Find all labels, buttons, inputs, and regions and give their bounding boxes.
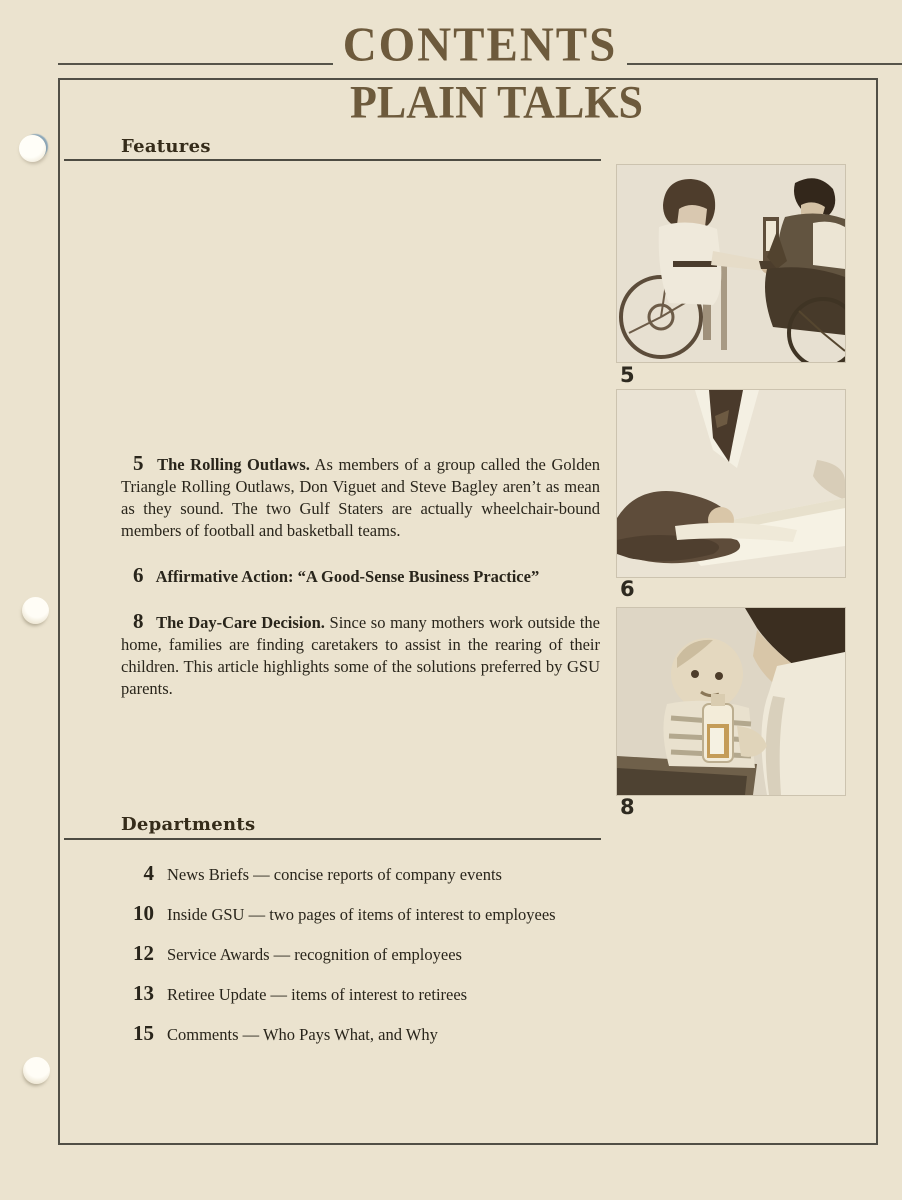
photo-caption-8: 8 [620,795,635,819]
feature-description: Since so many mothers work outside the home, families are finding caretakers to assist in the rearing of their children. This article highlights some of the solutions preferred by GSU parents. [121,613,601,698]
department-text: Comments — Who Pays What, and Why [167,1025,438,1044]
features-rule [64,159,601,161]
feature-item-rolling-outlaws [121,452,600,542]
feature-title: Affirmative Action: “A Good-Sense Business Practice” [155,567,540,586]
feature-title: The Rolling Outlaws. [157,455,310,474]
photo-baby-bottle [617,608,845,795]
department-item-comments [112,1021,594,1046]
department-item-service-awards [112,941,594,966]
department-page-number: 10 [133,901,154,925]
photo-caption-6: 6 [620,577,635,601]
binder-hole-middle [22,597,49,624]
photo-hand-document-image [617,390,845,577]
contents-title: CONTENTS [342,17,618,73]
masthead [58,17,902,73]
photo-baby-bottle-image [617,608,845,795]
department-page-number: 15 [133,1021,154,1045]
department-text: Inside GSU — two pages of items of interest to employees [167,905,556,924]
department-page-number: 4 [143,861,154,885]
masthead-rule-right [627,63,902,65]
feature-item-affirmative-action [121,564,600,588]
photo-wheelchair-trophy [617,165,845,362]
masthead-rule-left [58,63,333,65]
feature-page-number: 5 [133,451,144,475]
features-list [121,452,600,700]
department-page-number: 13 [133,981,154,1005]
department-item-retiree-update [112,981,594,1006]
features-heading: Features [121,136,211,157]
feature-page-number: 8 [133,609,144,633]
feature-title: The Day-Care Decision. [156,613,325,632]
department-page-number: 12 [133,941,154,965]
departments-rule [64,838,601,840]
binder-hole-bottom [23,1057,50,1084]
department-text: News Briefs — concise reports of company events [167,865,502,884]
feature-item-day-care [121,610,600,700]
departments-list [112,861,594,1061]
department-item-inside-gsu [112,901,594,926]
feature-page-number: 6 [133,563,144,587]
department-text: Retiree Update — items of interest to retirees [167,985,468,1004]
department-item-news-briefs [112,861,594,886]
feature-description: As members of a group called the Golden Triangle Rolling Outlaws, Don Viguet and Steve Bagley aren’t as mean as they sound. The two Gulf Staters are actually wheelchair-bound members of football and basketball teams. [121,455,601,540]
binder-hole-top [19,135,46,162]
departments-heading: Departments [121,814,256,835]
photo-hand-document [617,390,845,577]
publication-title: PLAIN TALKS [350,76,644,129]
photo-caption-5: 5 [620,363,635,387]
department-text: Service Awards — recognition of employees [167,945,462,964]
photo-wheelchair-trophy-image [617,165,845,362]
